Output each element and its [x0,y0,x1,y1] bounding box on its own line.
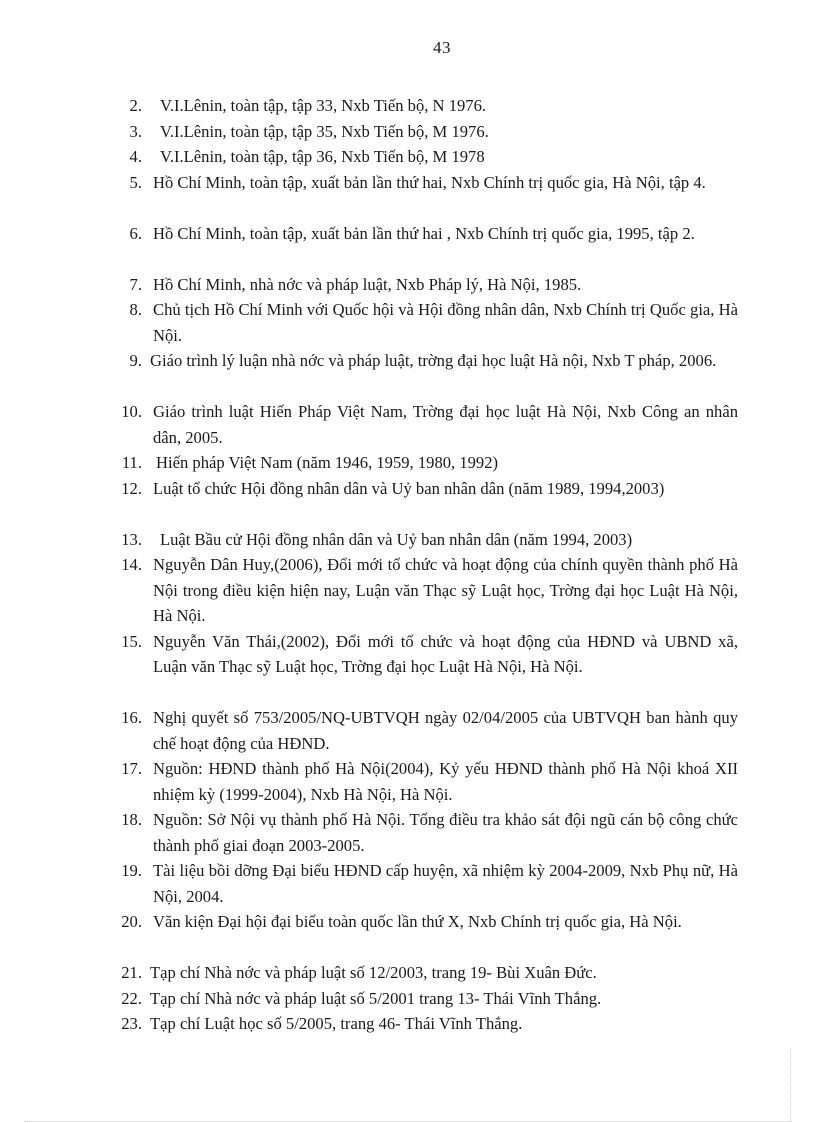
reference-text: Chủ tịch Hồ Chí Minh với Quốc hội và Hội đồng nhân dân, Nxb Chính trị Quốc gia, Hà Nội. [153,300,738,345]
reference-item [0,629,816,706]
reference-number: 11. [121,453,142,472]
reference-item [0,144,816,170]
reference-text: Giáo trình lý luận nhà nớc và pháp luật, trờng đại học luật Hà nội, Nxb T pháp, 2006. [150,351,717,370]
reference-number: 8. [129,300,142,319]
reference-item [0,858,816,909]
reference-item [0,399,816,450]
reference-number: 10. [121,402,142,421]
reference-number: 19. [121,861,142,880]
reference-item [0,272,816,298]
reference-number: 12. [121,478,142,498]
reference-list [0,93,816,1037]
reference-item [0,348,816,399]
reference-number: 6. [129,223,142,243]
reference-text: V.I.Lênin, toàn tập, tập 36, Nxb Tiến bộ, M 1978 [160,147,485,166]
reference-item [0,960,816,986]
reference-text: Hồ Chí Minh, toàn tập, xuất bản lần thứ hai , Nxb Chính trị quốc gia, 1995, tập 2. [153,223,695,243]
reference-item [0,986,816,1012]
page-bottom-edge [24,1121,792,1122]
reference-number: 3. [129,121,142,141]
reference-number: 13. [121,529,142,549]
reference-number: 23. [121,1014,142,1033]
page-number: 43 [433,38,451,57]
reference-item [0,119,816,145]
reference-item [0,552,816,629]
reference-item [0,297,816,348]
reference-item [0,1011,816,1037]
reference-item [0,756,816,807]
reference-text: Tạp chí Luật học số 5/2005, trang 46- Thái Vĩnh Thắng. [150,1014,523,1033]
reference-text: Hồ Chí Minh, nhà nớc và pháp luật, Nxb Pháp lý, Hà Nội, 1985. [153,274,582,294]
reference-item [0,807,816,858]
reference-text: Nguyễn Dân Huy,(2006), Đổi mới tổ chức và hoạt động của chính quyền thành phố Hà Nội trong điều kiện hiện nay, Luận văn Thạc sỹ Luật học, Trờng đại học Luật Hà Nội, Hà Nội. [153,555,738,626]
reference-number: 4. [129,147,142,166]
reference-text: Hồ Chí Minh, toàn tập, xuất bản lần thứ hai, Nxb Chính trị quốc gia, Hà Nội, tập 4. [153,172,706,192]
reference-item [0,221,816,272]
reference-text: Hiến pháp Việt Nam (năm 1946, 1959, 1980, 1992) [156,453,499,472]
reference-number: 22. [121,988,142,1008]
reference-text: V.I.Lênin, toàn tập, tập 35, Nxb Tiến bộ, M 1976. [160,121,489,141]
reference-number: 16. [121,708,142,727]
reference-text: Tạp chí Nhà nớc và pháp luật số 12/2003, trang 19- Bùi Xuân Đức. [150,963,597,982]
reference-item [0,909,816,960]
reference-item [0,450,816,476]
reference-text: Tạp chí Nhà nớc và pháp luật số 5/2001 trang 13- Thái Vĩnh Thắng. [150,988,602,1008]
reference-text: Luật Bầu cử Hội đồng nhân dân và Uỷ ban nhân dân (năm 1994, 2003) [160,529,633,549]
reference-number: 15. [121,631,142,651]
reference-number: 14. [121,555,142,574]
reference-text: Luật tổ chức Hội đồng nhân dân và Uỷ ban nhân dân (năm 1989, 1994,2003) [153,478,665,498]
reference-number: 17. [121,759,142,778]
reference-number: 2. [129,96,142,115]
reference-text: Nguyễn Văn Thái,(2002), Đổi mới tổ chức và hoạt động của HĐND và UBND xã, Luận văn Thạc sỹ Luật học, Trờng đại học Luật Hà Nội, Hà Nội. [153,631,738,677]
reference-number: 21. [121,963,142,982]
reference-number: 18. [121,810,142,829]
reference-text: V.I.Lênin, toàn tập, tập 33, Nxb Tiến bộ, N 1976. [160,96,487,115]
page-corner-edge [790,1048,791,1121]
reference-text: Tài liệu bồi dỡng Đại biểu HĐND cấp huyện, xã nhiệm kỳ 2004-2009, Nxb Phụ nữ, Hà Nội, 2004. [153,861,738,906]
reference-item [0,527,816,553]
reference-number: 5. [129,172,142,192]
reference-number: 20. [121,912,142,931]
reference-item [0,476,816,527]
reference-item [0,170,816,221]
reference-text: Nguồn: Sở Nội vụ thành phố Hà Nội. Tổng điều tra khảo sát đội ngũ cán bộ công chức thành phố giai đoạn 2003-2005. [153,810,738,855]
reference-text: Văn kiện Đại hội đại biểu toàn quốc lần thứ X, Nxb Chính trị quốc gia, Hà Nội. [153,912,682,931]
reference-text: Nguồn: HĐND thành phố Hà Nội(2004), Kỷ yếu HĐND thành phố Hà Nội khoá XII nhiệm kỳ (1999-2004), Nxb Hà Nội, Hà Nội. [153,759,738,804]
reference-item [0,705,816,756]
reference-number: 9. [129,351,142,370]
reference-item [0,93,816,119]
reference-text: Giáo trình luật Hiến Pháp Việt Nam, Trờng đại học luật Hà Nội, Nxb Công an nhân dân, 2005. [153,402,738,447]
reference-text: Nghị quyết số 753/2005/NQ-UBTVQH ngày 02/04/2005 của UBTVQH ban hành quy chế hoạt động của HĐND. [153,708,738,753]
reference-number: 7. [129,274,142,294]
